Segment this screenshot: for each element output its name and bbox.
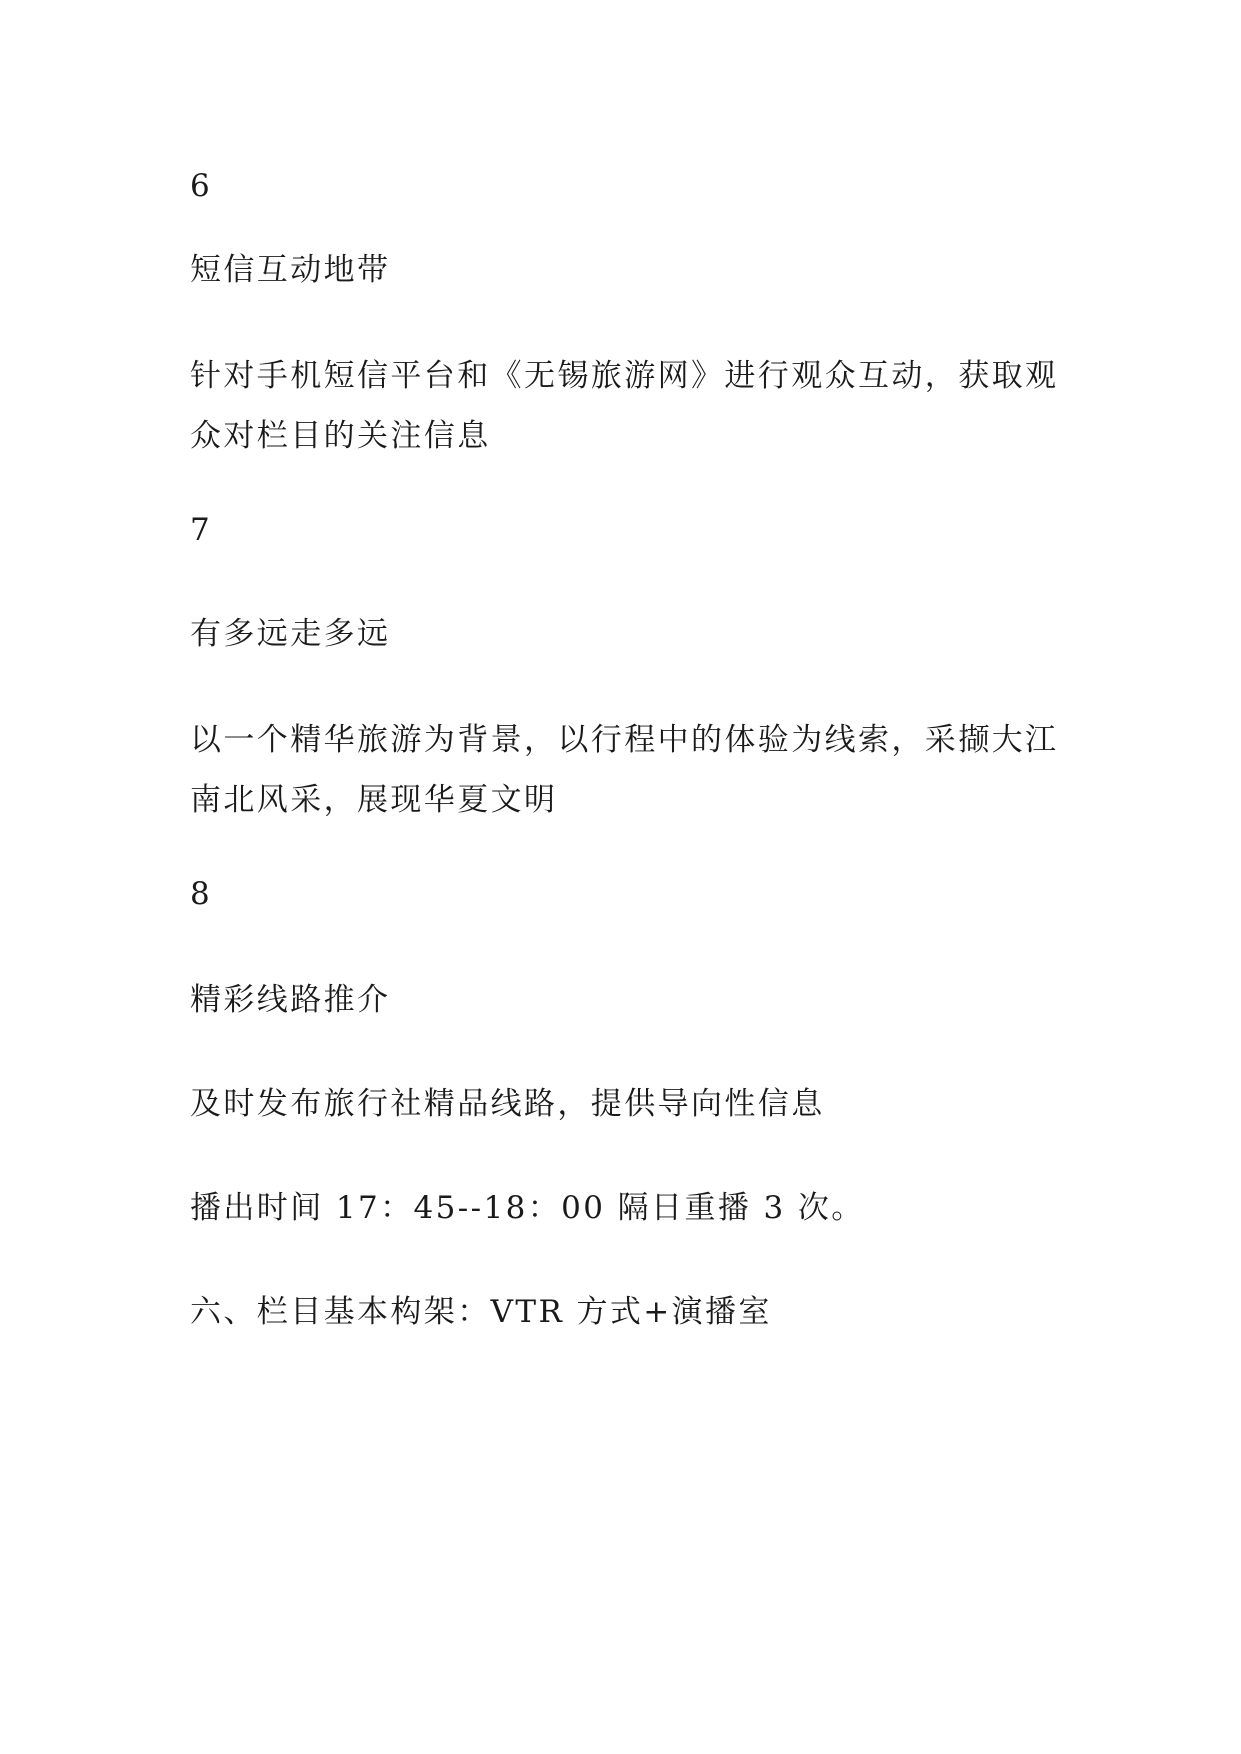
item-number-7: 7 [190, 512, 213, 548]
broadcast-time: 播出时间 17：45--18：00 隔日重播 3 次。 [190, 1190, 865, 1226]
section-heading-basic-structure: 六、栏目基本构架：VTR 方式+演播室 [190, 1294, 772, 1330]
item-number-8: 8 [190, 876, 213, 912]
item-title-route-recommendation: 精彩线路推介 [190, 982, 391, 1018]
item-description-route-recommendation: 及时发布旅行社精品线路，提供导向性信息 [190, 1086, 825, 1122]
item-description-sms-interaction: 针对手机短信平台和《无锡旅游网》进行观众互动，获取观众对栏目的关注信息 [190, 358, 1059, 454]
item-description-how-far: 以一个精华旅游为背景，以行程中的体验为线索，采撷大江南北风采，展现华夏文明 [190, 722, 1059, 818]
item-title-how-far: 有多远走多远 [190, 616, 391, 652]
item-number-6: 6 [190, 168, 213, 204]
item-title-sms-interaction: 短信互动地带 [190, 252, 391, 288]
